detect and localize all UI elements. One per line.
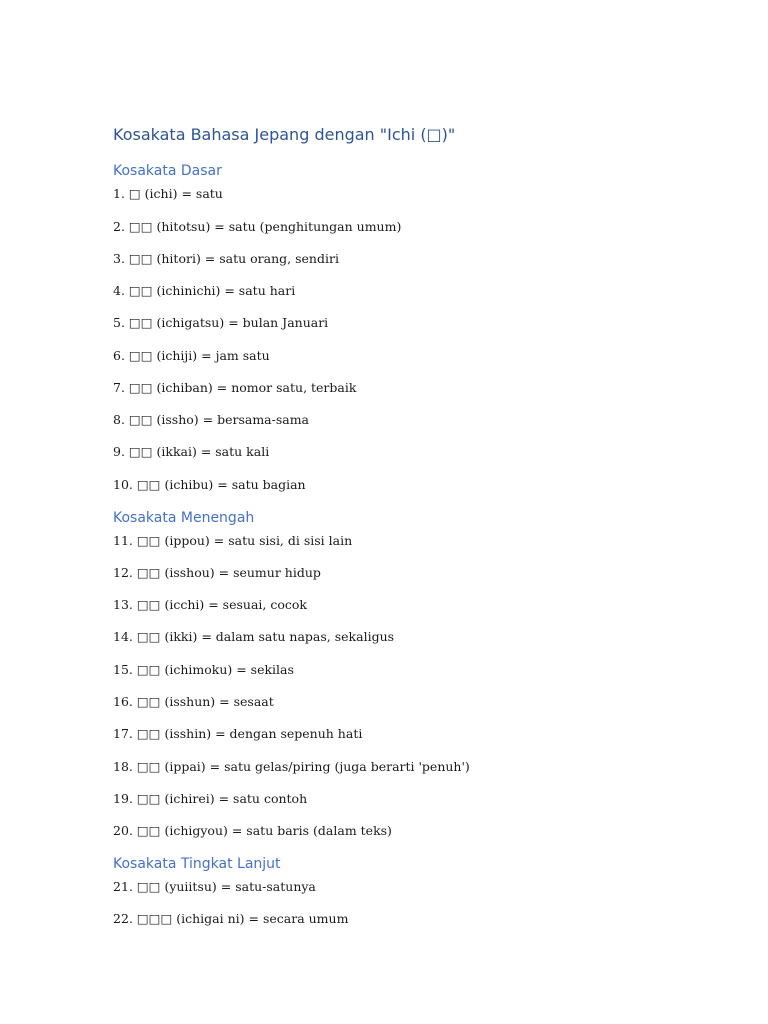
vocab-item: 17. □□ (isshin) = dengan sepenuh hati bbox=[113, 726, 363, 741]
vocab-item: 6. □□ (ichiji) = jam satu bbox=[113, 348, 270, 363]
vocab-item: 16. □□ (isshun) = sesaat bbox=[113, 694, 274, 709]
section-heading-menengah: Kosakata Menengah bbox=[113, 510, 255, 526]
vocab-item: 13. □□ (icchi) = sesuai, cocok bbox=[113, 597, 307, 612]
vocab-item: 8. □□ (issho) = bersama-sama bbox=[113, 412, 310, 427]
vocab-item: 11. □□ (ippou) = satu sisi, di sisi lain bbox=[113, 533, 353, 548]
vocab-item: 4. □□ (ichinichi) = satu hari bbox=[113, 283, 296, 298]
vocab-item: 21. □□ (yuiitsu) = satu-satunya bbox=[113, 879, 316, 894]
vocab-item: 10. □□ (ichibu) = satu bagian bbox=[113, 477, 306, 492]
document-title: Kosakata Bahasa Jepang dengan "Ichi (□)" bbox=[113, 125, 456, 144]
vocab-item: 14. □□ (ikki) = dalam satu napas, sekaligus bbox=[113, 629, 395, 644]
section-heading-tingkat-lanjut: Kosakata Tingkat Lanjut bbox=[113, 856, 281, 872]
vocab-item: 7. □□ (ichiban) = nomor satu, terbaik bbox=[113, 380, 357, 395]
vocab-item: 5. □□ (ichigatsu) = bulan Januari bbox=[113, 315, 329, 330]
vocab-item: 12. □□ (isshou) = seumur hidup bbox=[113, 565, 321, 580]
vocab-item: 2. □□ (hitotsu) = satu (penghitungan umum) bbox=[113, 219, 402, 234]
section-heading-dasar: Kosakata Dasar bbox=[113, 163, 222, 179]
vocab-item: 15. □□ (ichimoku) = sekilas bbox=[113, 662, 294, 677]
vocab-item: 22. □□□ (ichigai ni) = secara umum bbox=[113, 911, 349, 926]
vocab-item: 3. □□ (hitori) = satu orang, sendiri bbox=[113, 251, 339, 266]
vocab-item: 9. □□ (ikkai) = satu kali bbox=[113, 444, 270, 459]
vocab-item: 18. □□ (ippai) = satu gelas/piring (juga berarti 'penuh') bbox=[113, 759, 470, 774]
vocab-item: 20. □□ (ichigyou) = satu baris (dalam teks) bbox=[113, 823, 392, 838]
vocab-item: 1. □ (ichi) = satu bbox=[113, 186, 223, 201]
vocab-item: 19. □□ (ichirei) = satu contoh bbox=[113, 791, 308, 806]
